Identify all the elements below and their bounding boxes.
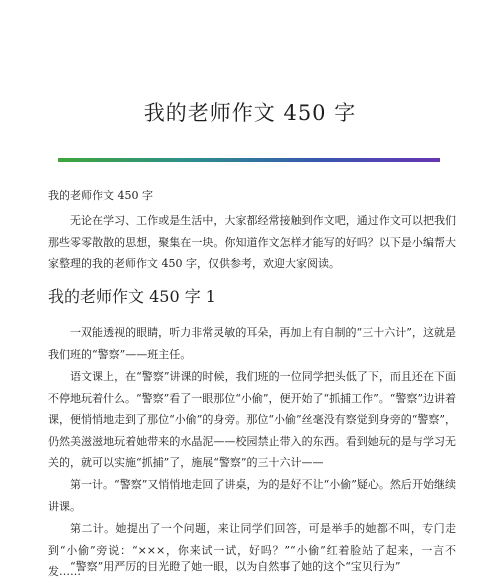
intro-paragraph: 无论在学习、工作或是生活中，大家都经常接触到作文吧，通过作文可以把我们那些零零散散的思想，聚集在一块。你知道作文怎样才能写的好吗？以下是小编帮大家整理的我的老师作文 450 字，仅供参考，欢迎大家阅读。 [48,214,456,270]
body-paragraph-2: 语文课上，在“警察”讲课的时候，我们班的一位同学把头低了下，而且还在下面不停地玩着什么。“警察”看了一眼那位“小偷”，便开始了“抓捕工作”。“警察”边讲着课，便悄悄地走到了那位“小偷”的身旁。那位“小偷”丝毫没有察觉到身旁的“警察”，仍然美滋滋地玩着她带来的水晶泥——校园禁止带入的东西。看到她玩的是与学习无关的，就可以实施“抓捕”了，施展“警察”的三十六计—— [48,370,456,469]
body-paragraph-5: “警察”用严厉的目光瞪了她一眼，以为自然事了她的这个“宝贝行为” [70,560,401,573]
document-title: 我的老师作文 450 字 [143,101,357,125]
body-paragraph-4: 第二计。她提出了一个问题，来让同学们回答，可是举手的她都不叫，专门走到“小偷”旁说：“×××，你来试一试，好吗？”“小偷”红着脸站了起来，一言不发…… [48,522,456,578]
body-paragraph-3: 第一计。“警察”又悄悄地走回了讲桌，为的是好不让“小偷”疑心。然后开始继续讲课。 [48,478,456,513]
section-heading: 我的老师作文 450 字 1 [48,287,216,306]
body-paragraph-1: 一双能透视的眼睛，听力非常灵敏的耳朵，再加上有自制的“三十六计”，这就是我们班的“警察”——班主任。 [48,326,456,361]
document-subtitle: 我的老师作文 450 字 [48,189,153,202]
title-divider [58,158,440,162]
